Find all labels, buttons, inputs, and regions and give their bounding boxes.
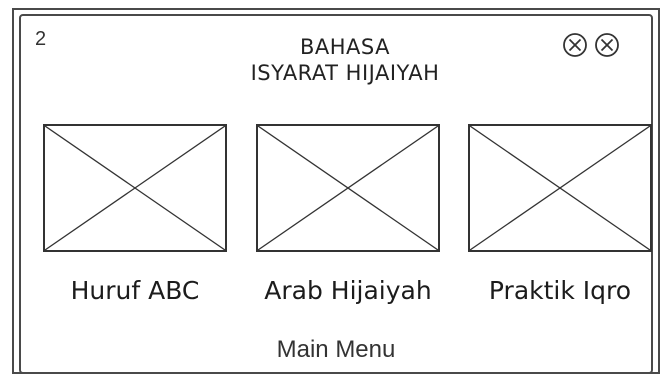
arab-hijaiyah-button[interactable]: Arab Hijaiyah bbox=[264, 276, 432, 305]
huruf-abc-image-placeholder[interactable] bbox=[43, 124, 227, 252]
image-placeholder-icon bbox=[258, 126, 438, 250]
arab-hijaiyah-image-placeholder[interactable] bbox=[256, 124, 440, 252]
huruf-abc-button[interactable]: Huruf ABC bbox=[70, 276, 200, 305]
page-title bbox=[220, 34, 470, 87]
title-line-2: ISYARAT HIJAIYAH bbox=[250, 61, 440, 86]
title-line-1: BAHASA bbox=[299, 35, 390, 59]
screen-caption: Main Menu bbox=[276, 336, 396, 363]
image-placeholder-icon bbox=[470, 126, 650, 250]
close-circle-icon[interactable] bbox=[562, 32, 588, 58]
praktik-iqro-button[interactable]: Praktik Iqro bbox=[488, 276, 632, 305]
image-placeholder-icon bbox=[45, 126, 225, 250]
praktik-iqro-image-placeholder[interactable] bbox=[468, 124, 652, 252]
page-number: 2 bbox=[35, 28, 47, 50]
window-controls bbox=[562, 32, 620, 58]
close-circle-icon[interactable] bbox=[594, 32, 620, 58]
